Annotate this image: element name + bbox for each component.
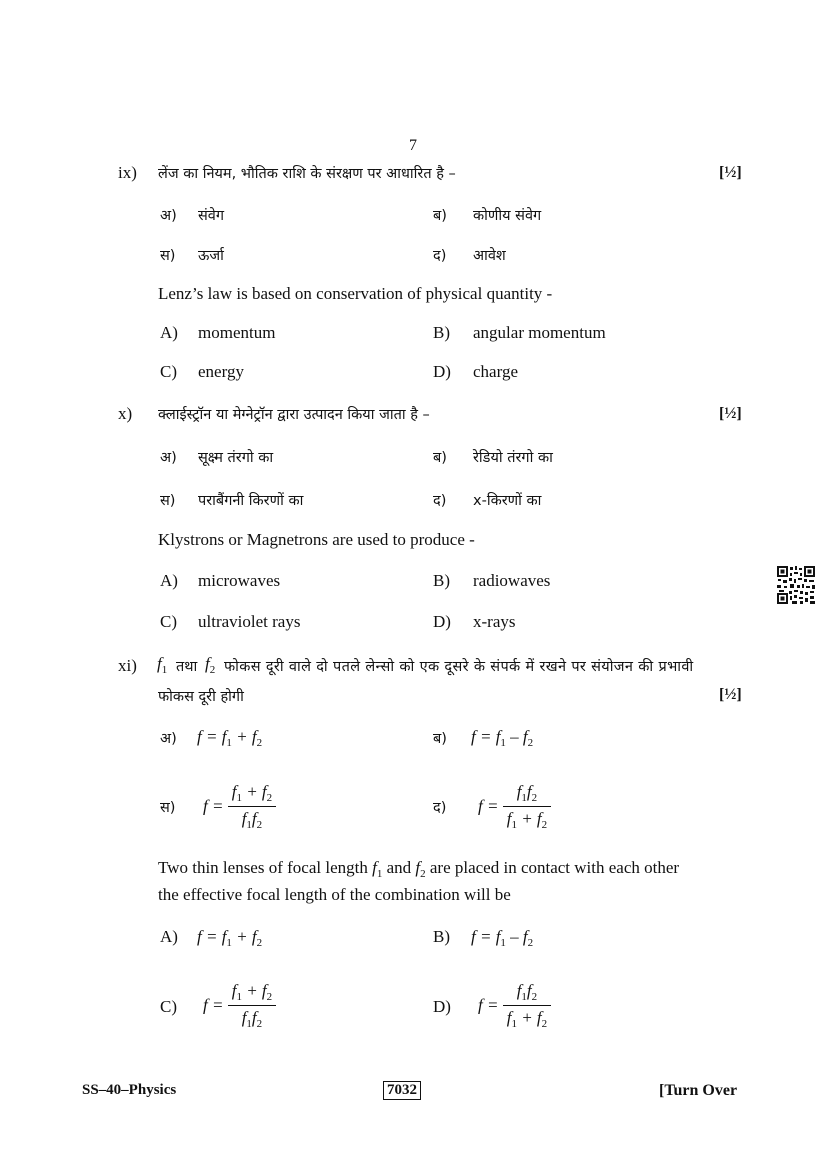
option-label: स) — [160, 800, 176, 816]
english-text: Two thin lenses of focal length — [158, 858, 368, 877]
option-text: कोणीय संवेग — [473, 208, 542, 224]
math-f1: $f_1$ — [157, 654, 168, 676]
option-label: द) — [433, 493, 447, 509]
math-f1: $f_1$ — [372, 858, 383, 880]
question-number: x) — [118, 404, 133, 423]
marks: [½] — [719, 164, 742, 181]
option-label: स) — [160, 493, 176, 509]
english-text: are placed in contact with each other — [429, 858, 680, 877]
option-label: C) — [160, 612, 177, 631]
marks: [½] — [719, 405, 742, 422]
question-english-line2: the effective focal length of the combination will be — [158, 885, 511, 904]
question-english: Klystrons or Magnetrons are used to produce - — [158, 530, 475, 549]
math-f2: $f_2$ — [205, 654, 216, 676]
option-text: radiowaves — [473, 571, 551, 590]
option-text: ultraviolet rays — [198, 612, 301, 631]
option-text: charge — [473, 362, 518, 381]
page-number: 7 — [409, 137, 417, 154]
option-text: angular momentum — [473, 323, 606, 342]
option-label: ब) — [433, 208, 447, 224]
option-text: x-rays — [473, 612, 516, 631]
question-english: Lenz’s law is based on conservation of physical quantity - — [158, 284, 553, 303]
option-label: C) — [160, 997, 177, 1016]
option-text: x-किरणों का — [473, 493, 542, 509]
english-text: and — [386, 858, 412, 877]
qr-code-icon — [776, 565, 816, 605]
option-label: B) — [433, 323, 450, 342]
option-label: C) — [160, 362, 177, 381]
option-label: द) — [433, 248, 447, 264]
option-label: D) — [433, 997, 451, 1016]
option-label: D) — [433, 612, 451, 631]
option-text: संवेग — [198, 208, 225, 224]
option-label: B) — [433, 571, 450, 590]
option-label: D) — [433, 362, 451, 381]
option-text: आवेश — [473, 248, 506, 264]
option-text: energy — [198, 362, 244, 381]
formula-difference: $f = f_1 - f_2$ — [471, 727, 534, 749]
formula-sum: $f = f_1 + f_2$ — [197, 927, 263, 949]
option-label: ब) — [433, 450, 447, 466]
option-label: A) — [160, 927, 178, 946]
option-label: A) — [160, 323, 178, 342]
math-f2: $f_2$ — [415, 858, 426, 880]
option-label: अ) — [160, 208, 177, 224]
option-label: अ) — [160, 731, 177, 747]
question-hindi: फोकस दूरी वाले दो पतले लेन्सो को एक दूसरे के संपर्क में रखने पर संयोजन की प्रभावी — [224, 659, 694, 675]
option-label: स) — [160, 248, 176, 264]
option-label: ब) — [433, 731, 447, 747]
formula-fraction-product-over-sum: f = $\frac{f_1f_2}{f_1 + f_2}$ — [478, 782, 551, 831]
footer-paper-code: SS–40–Physics — [82, 1082, 177, 1098]
option-text: microwaves — [198, 571, 281, 590]
question-hindi: लेंज का नियम, भौतिक राशि के संरक्षण पर आधारित है – — [158, 166, 456, 182]
footer-booklet-code: 7032 — [383, 1081, 421, 1100]
option-text: momentum — [198, 323, 276, 342]
option-text: ऊर्जा — [198, 248, 224, 264]
hindi-text: तथा — [176, 659, 198, 675]
option-label: A) — [160, 571, 178, 590]
question-hindi-line2: फोकस दूरी होगी — [158, 689, 244, 705]
formula-fraction-product-over-sum: f = $\frac{f_1f_2}{f_1 + f_2}$ — [478, 981, 551, 1030]
formula-fraction-sum-over-product: f = $\frac{f_1 + f_2}{f_1f_2}$ — [203, 981, 276, 1030]
option-label: B) — [433, 927, 450, 946]
option-text: पराबैंगनी किरणों का — [198, 493, 304, 509]
question-number: xi) — [118, 656, 137, 675]
formula-sum: $f = f_1 + f_2$ — [197, 727, 263, 749]
footer-turn-over: [Turn Over — [659, 1082, 738, 1099]
question-hindi: क्लाईस्ट्रॉन या मेग्नेट्रॉन द्वारा उत्पादन किया जाता है – — [158, 407, 430, 423]
option-text: सूक्ष्म तंरगो का — [198, 450, 274, 466]
option-label: अ) — [160, 450, 177, 466]
marks: [½] — [719, 686, 742, 703]
option-label: द) — [433, 800, 447, 816]
question-english — [158, 858, 679, 880]
question-number: ix) — [118, 163, 137, 182]
formula-difference: $f = f_1 - f_2$ — [471, 927, 534, 949]
formula-fraction-sum-over-product: f = $\frac{f_1 + f_2}{f_1f_2}$ — [203, 782, 276, 831]
option-text: रेडियो तंरगो का — [473, 450, 553, 466]
